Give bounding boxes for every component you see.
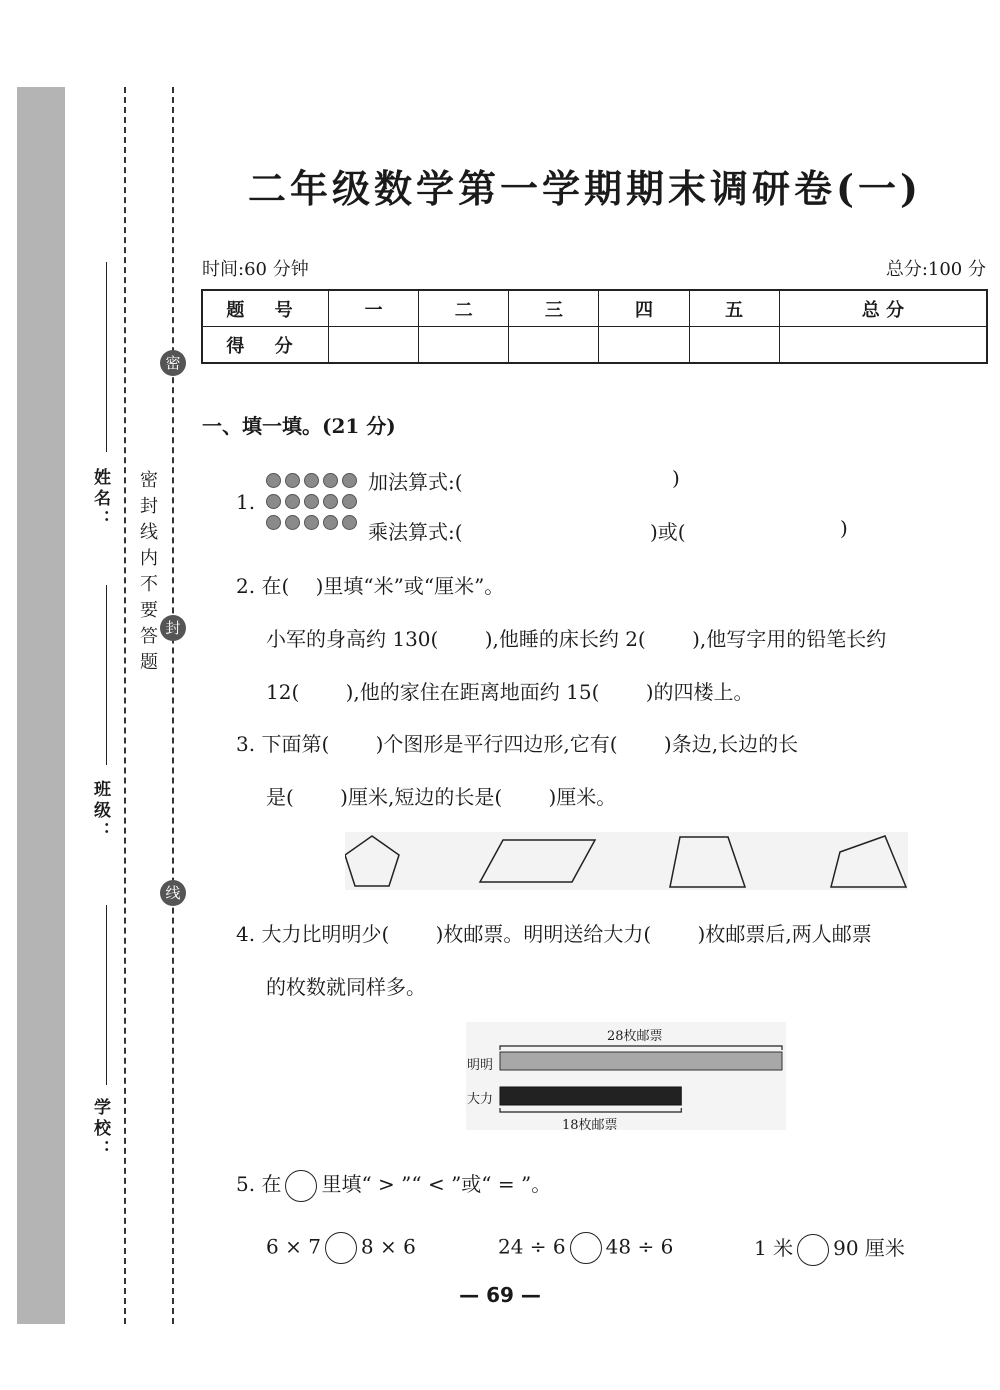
- time-limit: 时间:60 分钟: [202, 259, 309, 280]
- compare-left: 1 米: [754, 1236, 794, 1260]
- score-value-row: [202, 327, 987, 364]
- q1-number: 1.: [236, 490, 256, 514]
- score-cell[interactable]: [599, 327, 689, 364]
- score-cell[interactable]: [779, 327, 987, 364]
- score-header-cell: 总 分: [779, 290, 987, 327]
- seal-instruction: 密封线内不要答题: [137, 470, 158, 678]
- compare-item: [266, 1232, 416, 1264]
- pentagon-shape: [345, 836, 399, 886]
- q1-multiplication-label: 乘法算式:(: [368, 520, 463, 544]
- q4-prompt: 4. 大力比明明少( )枚邮票。明明送给大力( )枚邮票后,两人邮票: [236, 922, 872, 946]
- score-header-cell: 四: [599, 290, 689, 327]
- q1-multiplication-close: ): [840, 516, 848, 540]
- bar-dali: [500, 1087, 681, 1105]
- score-header-cell: 二: [419, 290, 509, 327]
- compare-right: 8 × 6: [360, 1234, 416, 1259]
- q5-intro-b: 里填“ > ”“ < ”或“ = ”。: [321, 1172, 552, 1196]
- compare-right: 90 厘米: [833, 1236, 905, 1260]
- bar-bottom-label: 18枚邮票: [562, 1118, 618, 1133]
- binding-strip: [17, 87, 65, 1324]
- seal-mark-mi: 密: [160, 350, 186, 376]
- bar-top-label: 28枚邮票: [607, 1029, 663, 1044]
- name-label: 姓名：: [90, 468, 110, 531]
- seal-line-dashed: [172, 87, 174, 1324]
- page-number: — 69 —: [459, 1283, 541, 1307]
- counting-dot: [323, 515, 338, 530]
- counting-dot: [304, 494, 319, 509]
- q3-prompt: 3. 下面第( )个图形是平行四边形,它有( )条边,长边的长: [236, 732, 799, 756]
- class-label: 班级：: [90, 780, 110, 843]
- counting-dot: [304, 515, 319, 530]
- dot-array: [266, 473, 366, 533]
- q5-prompt: [236, 1168, 551, 1202]
- q1-multiplication-or: )或(: [650, 520, 686, 544]
- compare-item: [754, 1232, 905, 1266]
- q2-line: 小军的身高约 130( ),他睡的床长约 2( ),他写字用的铅笔长约: [266, 627, 887, 651]
- counting-dot: [323, 473, 338, 488]
- counting-dot: [266, 515, 281, 530]
- score-cell[interactable]: [329, 327, 419, 364]
- score-cell[interactable]: [689, 327, 779, 364]
- counting-dot: [285, 515, 300, 530]
- answer-circle-example: [285, 1170, 317, 1202]
- compare-left: 6 × 7: [266, 1234, 321, 1259]
- page-title: 二年级数学第一学期期末调研卷(一): [248, 166, 922, 211]
- school-label: 学校：: [90, 1098, 110, 1161]
- trapezoid-shape: [670, 837, 745, 887]
- class-underline: [106, 585, 107, 765]
- score-row-label: 得 分: [202, 327, 329, 364]
- score-header-row: [202, 290, 987, 327]
- score-header-cell: 题 号: [202, 290, 329, 327]
- score-table: [201, 289, 988, 364]
- bottom-brace: [500, 1108, 681, 1112]
- q1-addition-label: 加法算式:(: [368, 470, 463, 494]
- seal-mark-xian: 线: [160, 880, 186, 906]
- counting-dot: [266, 473, 281, 488]
- seal-mark-feng: 封: [160, 615, 186, 641]
- bar-mingming: [500, 1052, 782, 1070]
- q3-line: 是( )厘米,短边的长是( )厘米。: [266, 785, 617, 809]
- answer-circle[interactable]: [325, 1232, 357, 1264]
- total-score: 总分:100 分: [885, 259, 986, 280]
- q5-intro-a: 5. 在: [236, 1172, 282, 1196]
- counting-dot: [342, 473, 357, 488]
- stamp-bar-diagram: [466, 1022, 786, 1133]
- bar-label-mingming: 明明: [467, 1058, 494, 1073]
- counting-dot: [342, 494, 357, 509]
- counting-dot: [342, 515, 357, 530]
- counting-dot: [285, 494, 300, 509]
- q2-line: 12( ),他的家住在距离地面约 15( )的四楼上。: [266, 680, 754, 704]
- top-brace: [500, 1046, 782, 1050]
- parallelogram-shape: [480, 840, 595, 882]
- school-underline: [106, 905, 107, 1085]
- q1-addition-close: ): [672, 466, 680, 490]
- compare-item: [498, 1232, 673, 1264]
- counting-dot: [285, 473, 300, 488]
- shapes-figure: [345, 832, 908, 890]
- compare-left: 24 ÷ 6: [498, 1234, 566, 1259]
- counting-dot: [304, 473, 319, 488]
- answer-circle[interactable]: [797, 1234, 829, 1266]
- score-cell[interactable]: [419, 327, 509, 364]
- name-underline: [106, 262, 107, 452]
- score-header-cell: 五: [689, 290, 779, 327]
- score-header-cell: 一: [329, 290, 419, 327]
- q4-line: 的枚数就同样多。: [266, 975, 426, 999]
- cut-line-dashed: [124, 87, 126, 1324]
- compare-right: 48 ÷ 6: [605, 1234, 674, 1259]
- score-header-cell: 三: [509, 290, 599, 327]
- quadrilateral-shape: [831, 836, 906, 887]
- answer-circle[interactable]: [570, 1232, 602, 1264]
- section-heading: 一、填一填。(21 分): [202, 414, 396, 438]
- score-cell[interactable]: [509, 327, 599, 364]
- counting-dot: [323, 494, 338, 509]
- counting-dot: [266, 494, 281, 509]
- q2-prompt: 2. 在( )里填“米”或“厘米”。: [236, 574, 505, 598]
- bar-label-dali: 大力: [467, 1092, 494, 1107]
